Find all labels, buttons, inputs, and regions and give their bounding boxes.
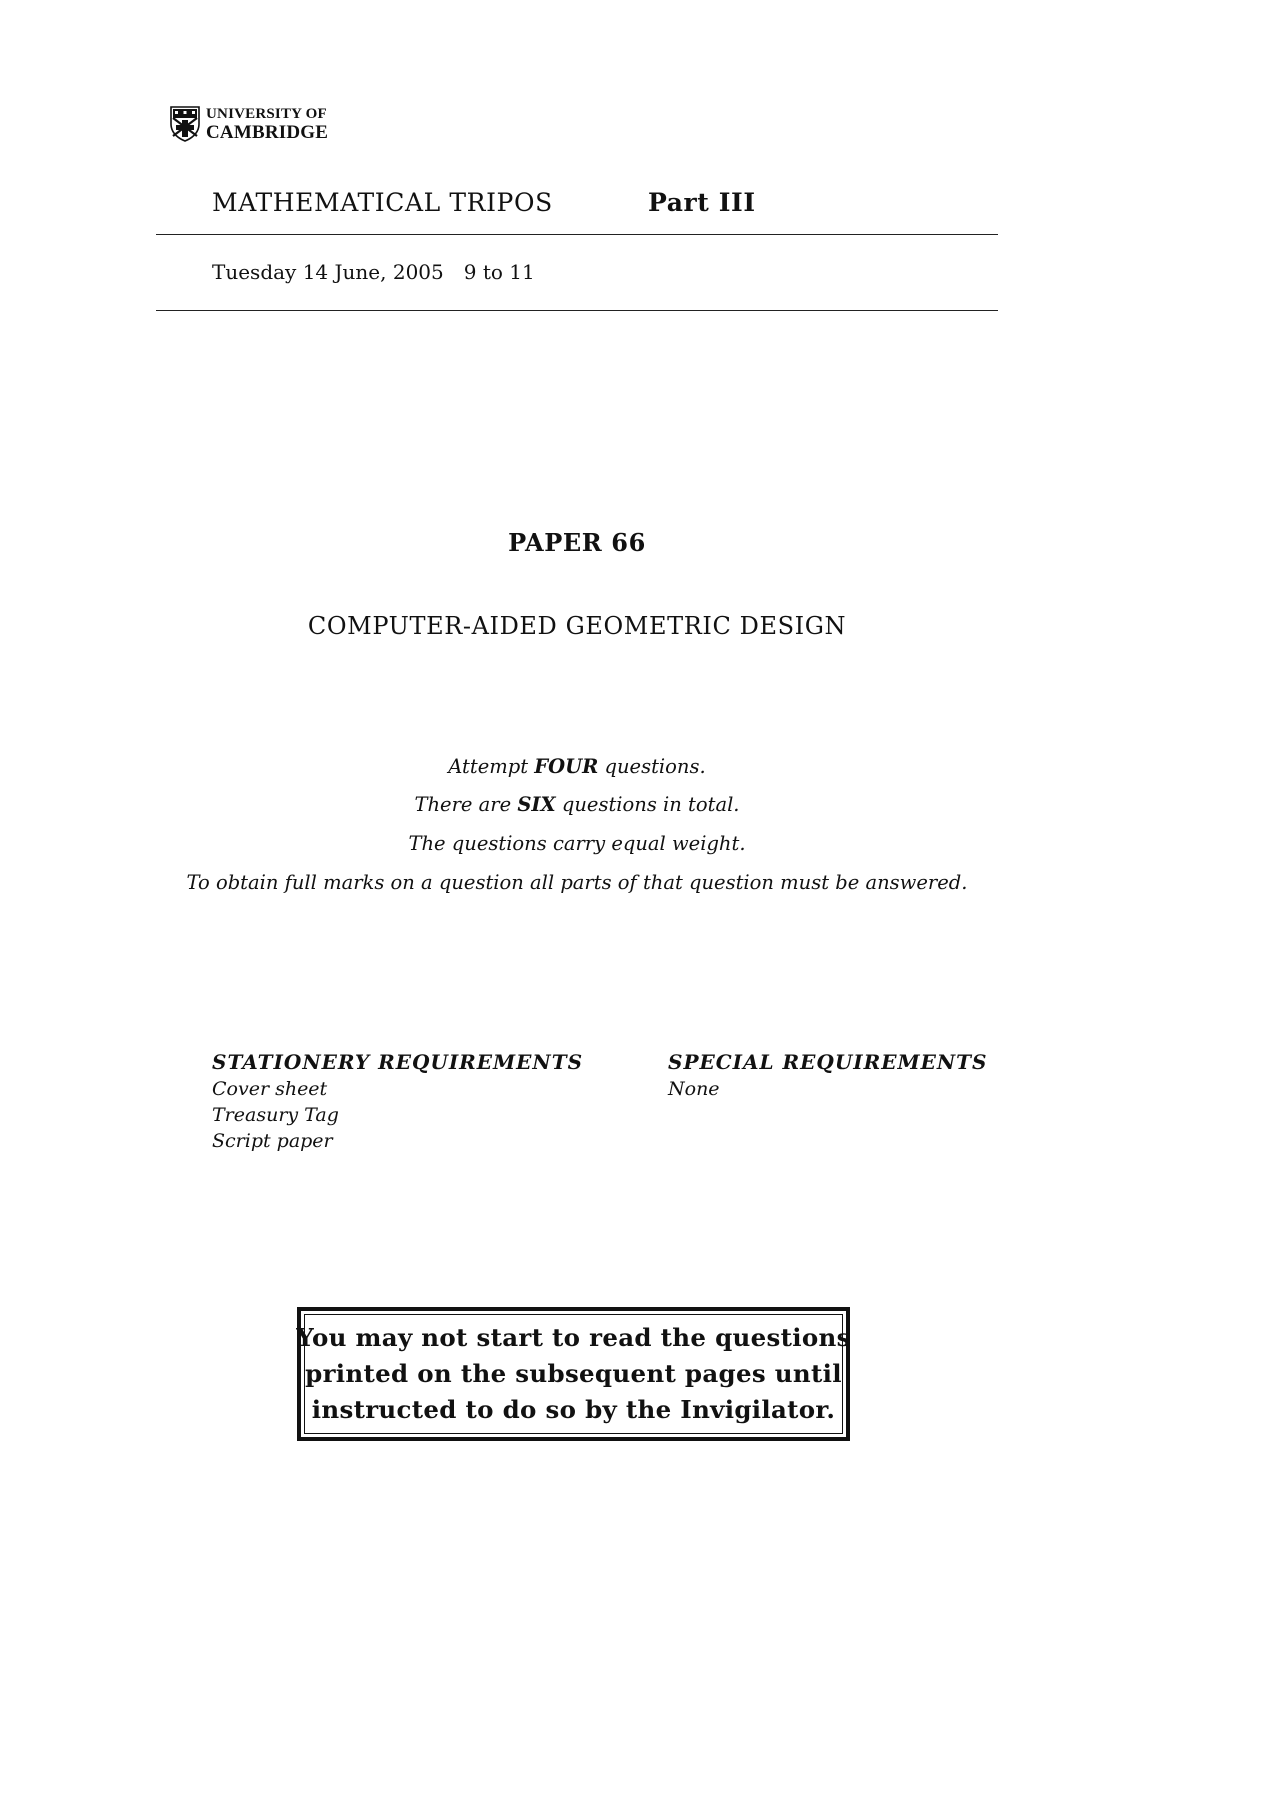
exam-date: Tuesday 14 June, 2005 [212,260,444,284]
exam-time: 9 to 11 [463,260,535,284]
instruction-attempt-pre: Attempt [448,755,535,778]
header-rule-bottom [156,310,998,311]
stationery-item: Treasury Tag [212,1104,339,1126]
instruction-total-post: questions in total. [555,793,740,816]
stationery-item: Cover sheet [212,1078,328,1100]
university-logo [170,106,350,144]
instruction-full-marks: To obtain full marks on a question all parts of that question must be answered. [186,871,968,894]
instruction-total-count: SIX [517,793,556,816]
exam-date-line [212,260,535,284]
notice-line: You may not start to read the questions [296,1323,851,1352]
logo-line-university: UNIVERSITY OF [206,106,327,122]
paper-subject: COMPUTER-AIDED GEOMETRIC DESIGN [307,612,847,640]
notice-line: printed on the subsequent pages until [305,1359,842,1388]
stationery-requirements-title: STATIONERY REQUIREMENTS [212,1050,584,1074]
notice-line: instructed to do so by the Invigilator. [311,1395,836,1424]
exam-title: MATHEMATICAL TRIPOS [212,188,553,217]
instruction-attempt-count: FOUR [534,755,599,778]
stationery-item: Script paper [212,1130,333,1152]
instruction-weight: The questions carry equal weight. [408,832,746,855]
invigilator-notice-inner [296,1314,851,1434]
special-item: None [668,1078,720,1100]
invigilator-notice-box [297,1307,850,1441]
cambridge-crest-icon [170,106,200,142]
instruction-attempt-post: questions. [598,755,706,778]
instruction-attempt [156,755,998,778]
instruction-total [156,793,998,816]
paper-number: PAPER 66 [508,528,646,557]
special-requirements-title: SPECIAL REQUIREMENTS [668,1050,988,1074]
instruction-total-pre: There are [414,793,518,816]
logo-line-cambridge: CAMBRIDGE [206,122,329,143]
exam-part: Part III [648,188,756,217]
header-rule-top [156,234,998,235]
